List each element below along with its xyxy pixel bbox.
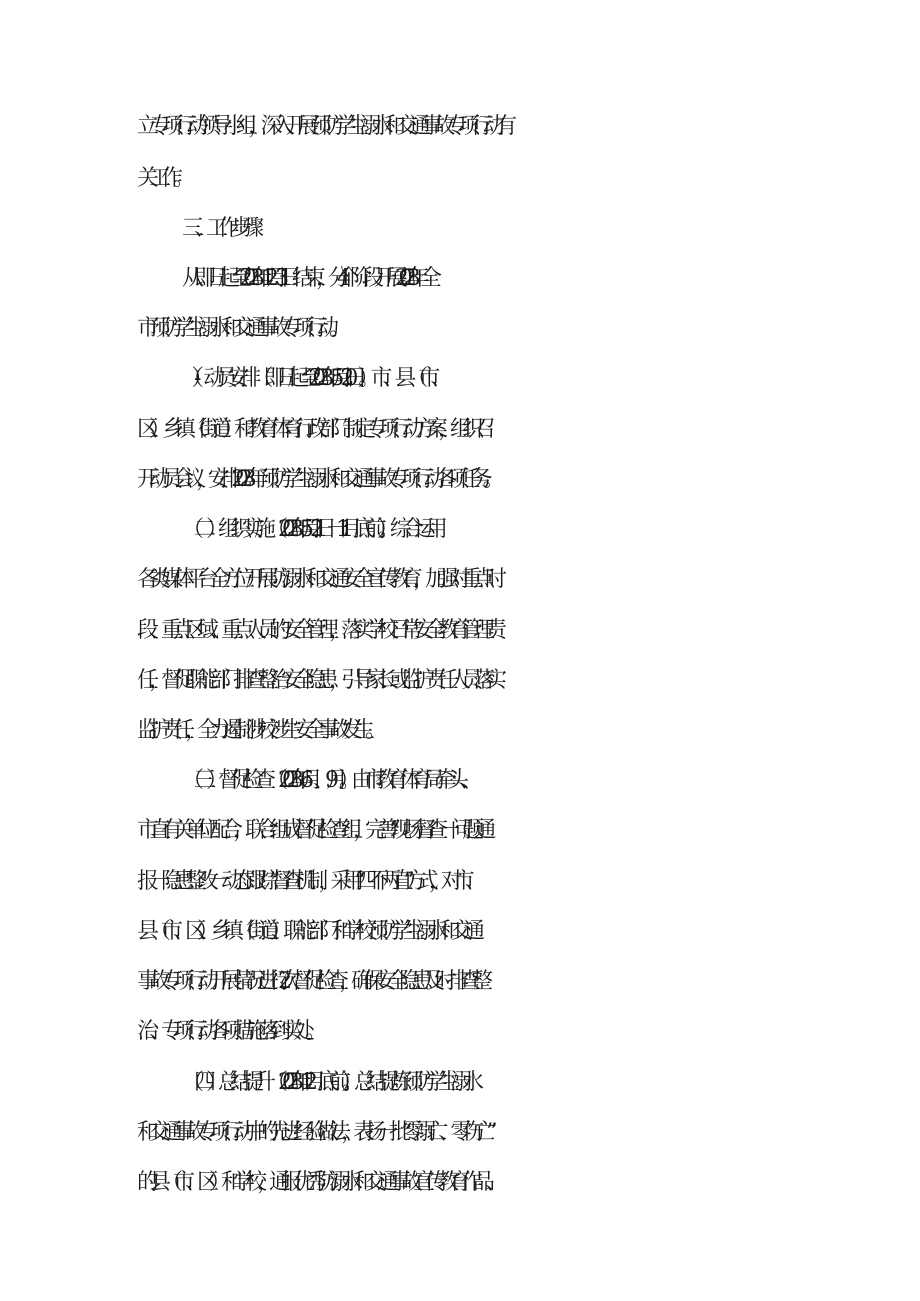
text-line: 报一隐患整改一动态跟踪”督查机制，采用“四不两直”方式，对市、	[137, 869, 477, 894]
text-line: （-）动员安排（即日起至 2023 年 5 月 20 日）。市、县（市、	[182, 366, 443, 391]
text-line: （二）组织实施（2023 年 5 月 21 日一 11 月底前）。综合运用	[182, 517, 438, 542]
text-line: 立专项行动领导小组，深入开展预防学生溺水和交通事故专项行动有	[137, 114, 508, 139]
text-line: 关工作。	[137, 166, 186, 191]
text-line: 市直有关单位配合，联合组成督促检查组，完善“现场督查一问题通	[137, 818, 487, 843]
text-line: 从即日起至 2023 年 12 月 31 日结束，分 4 个阶段开展 2023 年全	[182, 266, 432, 291]
text-line: 县（市、区）、乡镇（街道）、职能部门和学校预防学生溺水和交通	[137, 919, 476, 944]
text-line: 监护责任，全力遏制涉校涉生安全事故发生。	[137, 718, 378, 743]
text-line: 段、重点区域、重点人员的安全管理，落实学校日常安全教育管理责	[137, 618, 498, 643]
text-line: 开动员会议，安排2023年预防学生溺水和交通事故专项行动各项任务。	[137, 467, 495, 492]
heading-text: 三、工作步骤	[182, 216, 255, 241]
text-line: 任，督促职能部门排查整治安全隐患，引导家长或监护责任人员落实	[137, 668, 498, 693]
text-line: 区）、乡镇（街道）和教育体育行政部门制定专项行动方案，组织召	[137, 417, 487, 442]
text-line: （四）总结提升（2023 年 12 月底前）。总结提炼预防学生溺水	[182, 1070, 474, 1095]
text-line: 的县（市、区）和学校，通报优秀防溺水和交通事故宣传教育作品、	[137, 1170, 498, 1195]
text-line: 事故专项行动开展情况进行 2 次督促检查，确保安全隐患及时排查整	[137, 969, 483, 994]
text-line: 和交通事故专项行动中的先进经验做法，表扬一批“零溺亡、零伤亡”	[137, 1120, 488, 1145]
text-line: 市预防学生溺水和交通事故专项行动。	[137, 316, 342, 341]
text-line: （三）督促检查（2023 年 6 月、9 月）。由市教育体育局牵头、	[182, 768, 471, 793]
text-line: 治、专项行动各项措施落到实处。	[137, 1019, 318, 1044]
text-line: 各类媒体平台全方位开展防溺水和交通安全宣传教育，加强对重点时	[137, 567, 498, 592]
